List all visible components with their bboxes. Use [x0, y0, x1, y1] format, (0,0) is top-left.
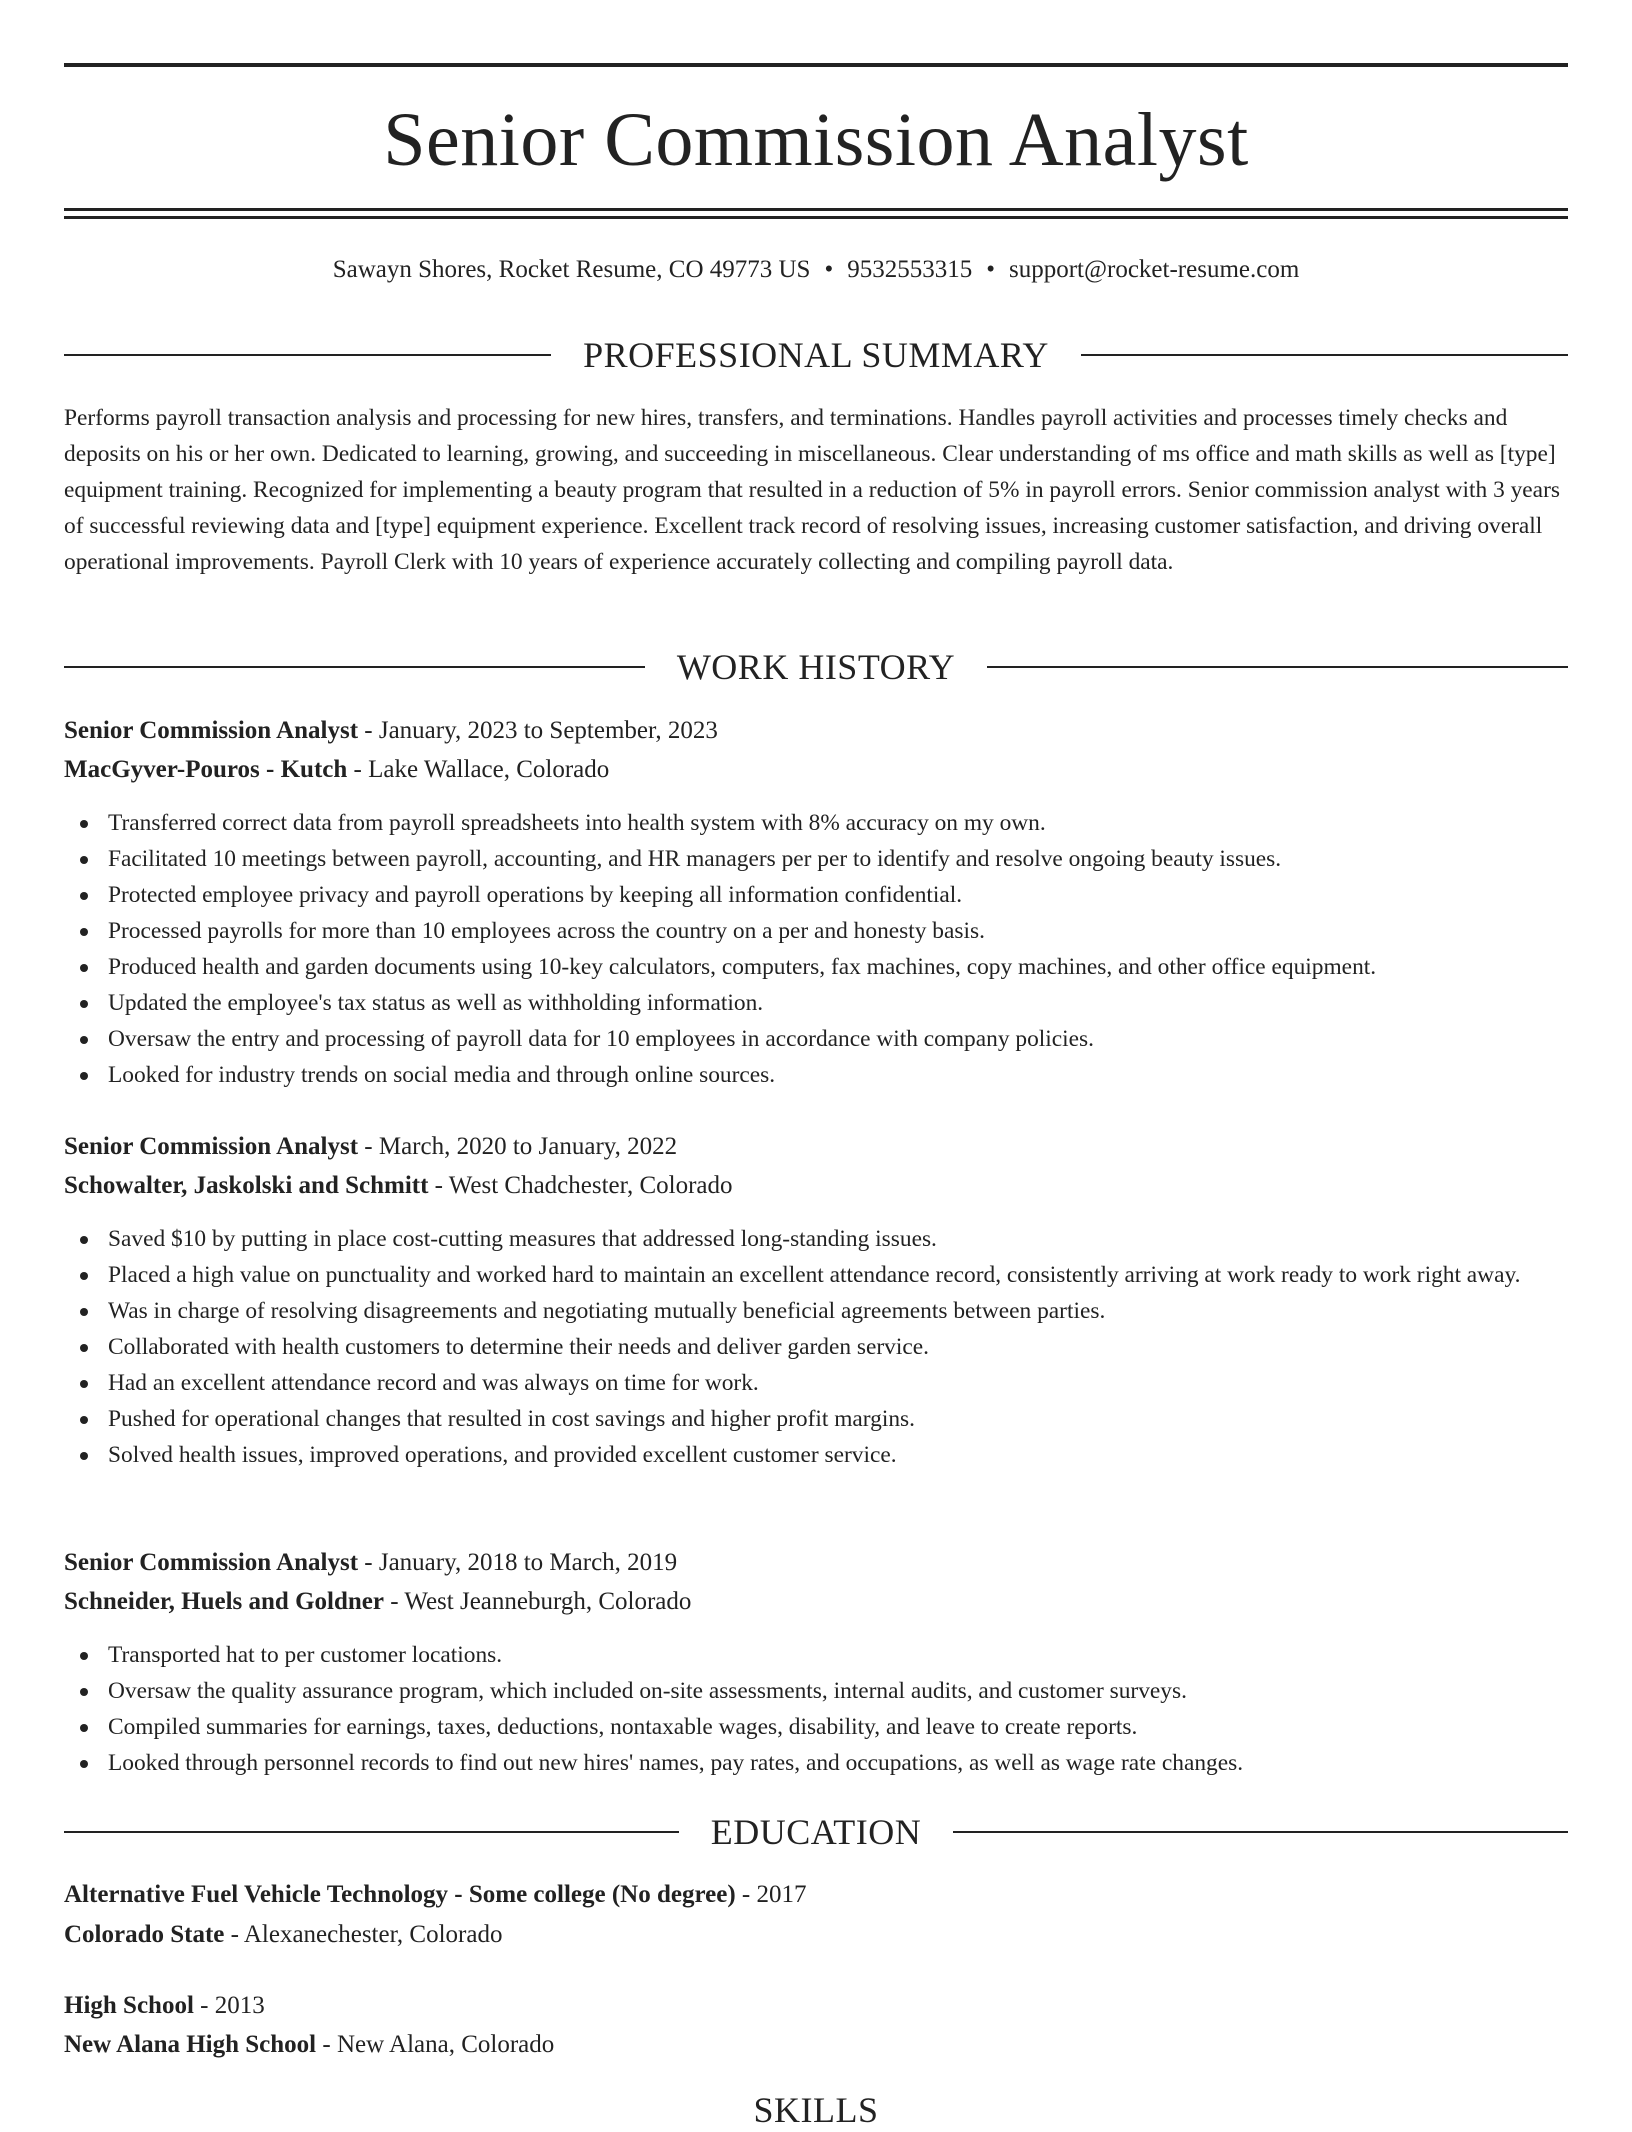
education-degree-line — [64, 1987, 1568, 2025]
job-title-line — [64, 1128, 1568, 1166]
job-title-line — [64, 1544, 1568, 1582]
job-location: - Lake Wallace, Colorado — [347, 756, 610, 783]
contact-address: Sawayn Shores, Rocket Resume, CO 49773 US — [332, 256, 811, 283]
education-school-line — [64, 1916, 1568, 1954]
skills-heading-label: SKILLS — [753, 2090, 879, 2130]
job-company: Schowalter, Jaskolski and Schmitt — [64, 1172, 429, 1199]
job-bullet: Had an excellent attendance record and was always on time for work. — [64, 1365, 1568, 1401]
education-location: - Alexanechester, Colorado — [224, 1921, 503, 1948]
education-year: - 2017 — [735, 1881, 807, 1908]
title-rule-upper — [64, 208, 1568, 211]
job-bullet: Looked through personnel records to find out new hires' names, pay rates, and occupations, as well as wage rate changes. — [64, 1745, 1568, 1781]
education-school-line — [64, 2026, 1568, 2064]
job-title-line — [64, 712, 1568, 750]
job-bullet: Transferred correct data from payroll spreadsheets into health system with 8% accuracy on my own. — [64, 805, 1568, 841]
contact-line — [64, 252, 1568, 288]
job-bullet: Looked for industry trends on social media and through online sources. — [64, 1057, 1568, 1093]
job-bullet: Transported hat to per customer locations. — [64, 1637, 1568, 1673]
heading-rule-right — [987, 666, 1568, 668]
resume-title: Senior Commission Analyst — [383, 98, 1249, 182]
job-title: Senior Commission Analyst — [64, 717, 359, 744]
work-history-heading — [64, 645, 1568, 689]
summary-text: Performs payroll transaction analysis and processing for new hires, transfers, and terminations. Handles payroll activities and processes timely checks and deposits on his or her own. Dedicated to learning, growing, and succeeding in miscellaneous. Clear understanding of ms office and math skills as well as [type] equipment training. Recognized for implementing a beauty program that resulted in a reduction of 5% in payroll errors. Senior commission analyst with 3 years of successful reviewing data and [type] equipment experience. Excellent track record of resolving issues, increasing customer satisfaction, and driving overall operational improvements. Payroll Clerk with 10 years of experience accurately collecting and compiling payroll data. — [64, 405, 1560, 575]
education-degree-line — [64, 1876, 1568, 1914]
job-bullet: Was in charge of resolving disagreements and negotiating mutually beneficial agreements between parties. — [64, 1293, 1568, 1329]
job-bullet: Oversaw the quality assurance program, which included on-site assessments, internal audits, and customer surveys. — [64, 1673, 1568, 1709]
education-year: - 2013 — [193, 1992, 265, 2019]
job-company: MacGyver-Pouros - Kutch — [64, 756, 348, 783]
job-bullet: Oversaw the entry and processing of payroll data for 10 employees in accordance with company policies. — [64, 1021, 1568, 1057]
education-school: Colorado State — [64, 1921, 225, 1948]
job-bullet: Collaborated with health customers to determine their needs and deliver garden service. — [64, 1329, 1568, 1365]
contact-phone: 9532553315 — [847, 256, 973, 283]
job-bullets — [64, 1221, 1568, 1473]
heading-rule-right — [1081, 354, 1568, 356]
job-location: - West Chadchester, Colorado — [428, 1172, 733, 1199]
job-bullet: Updated the employee's tax status as well as withholding information. — [64, 985, 1568, 1021]
job-title: Senior Commission Analyst — [64, 1549, 359, 1576]
heading-rule-right — [953, 1831, 1568, 1833]
education-degree: Alternative Fuel Vehicle Technology - Some college (No degree) — [64, 1881, 736, 1908]
heading-rule-left — [64, 666, 645, 668]
job-bullet: Processed payrolls for more than 10 employees across the country on a per and honesty basis. — [64, 913, 1568, 949]
job-bullet: Compiled summaries for earnings, taxes, deductions, nontaxable wages, disability, and leave to create reports. — [64, 1709, 1568, 1745]
work-history-heading-label: WORK HISTORY — [676, 647, 956, 687]
heading-rule-left — [64, 1831, 679, 1833]
job-dates: - January, 2023 to September, 2023 — [358, 717, 718, 744]
education-location: - New Alana, Colorado — [316, 2031, 555, 2058]
heading-rule-left — [64, 2109, 722, 2111]
job-dates: - January, 2018 to March, 2019 — [358, 1549, 678, 1576]
job-bullet: Facilitated 10 meetings between payroll, accounting, and HR managers per per to identify and resolve ongoing beauty issues. — [64, 841, 1568, 877]
top-rule — [64, 63, 1568, 67]
contact-separator: • — [824, 256, 834, 283]
title-rule-lower — [64, 216, 1568, 219]
contact-email: support@rocket-resume.com — [1008, 256, 1300, 283]
contact-separator: • — [986, 256, 995, 283]
job-bullet: Placed a high value on punctuality and worked hard to maintain an excellent attendance record, consistently arriving at work ready to work right away. — [64, 1257, 1568, 1293]
education-heading-label: EDUCATION — [710, 1812, 922, 1852]
education-heading — [64, 1810, 1568, 1854]
job-bullets — [64, 805, 1568, 1093]
job-bullet: Produced health and garden documents using 10-key calculators, computers, fax machines, copy machines, and other office equipment. — [64, 949, 1568, 985]
education-degree: High School — [64, 1992, 194, 2019]
job-bullet: Saved $10 by putting in place cost-cutting measures that addressed long-standing issues. — [64, 1221, 1568, 1257]
summary-heading — [64, 333, 1568, 377]
job-bullet: Protected employee privacy and payroll operations by keeping all information confidential. — [64, 877, 1568, 913]
job-company: Schneider, Huels and Goldner — [64, 1588, 384, 1615]
job-bullets — [64, 1637, 1568, 1781]
heading-rule-left — [64, 354, 551, 356]
job-bullet: Pushed for operational changes that resulted in cost savings and higher profit margins. — [64, 1401, 1568, 1437]
skills-heading — [64, 2088, 1568, 2132]
job-dates: - March, 2020 to January, 2022 — [358, 1133, 678, 1160]
job-title: Senior Commission Analyst — [64, 1133, 359, 1160]
job-bullet: Solved health issues, improved operations, and provided excellent customer service. — [64, 1437, 1568, 1473]
heading-rule-right — [911, 2109, 1569, 2111]
job-location: - West Jeanneburgh, Colorado — [383, 1588, 692, 1615]
job-company-line — [64, 751, 1568, 789]
job-company-line — [64, 1167, 1568, 1205]
summary-heading-label: PROFESSIONAL SUMMARY — [583, 335, 1049, 375]
job-company-line — [64, 1583, 1568, 1621]
education-school: New Alana High School — [64, 2031, 317, 2058]
